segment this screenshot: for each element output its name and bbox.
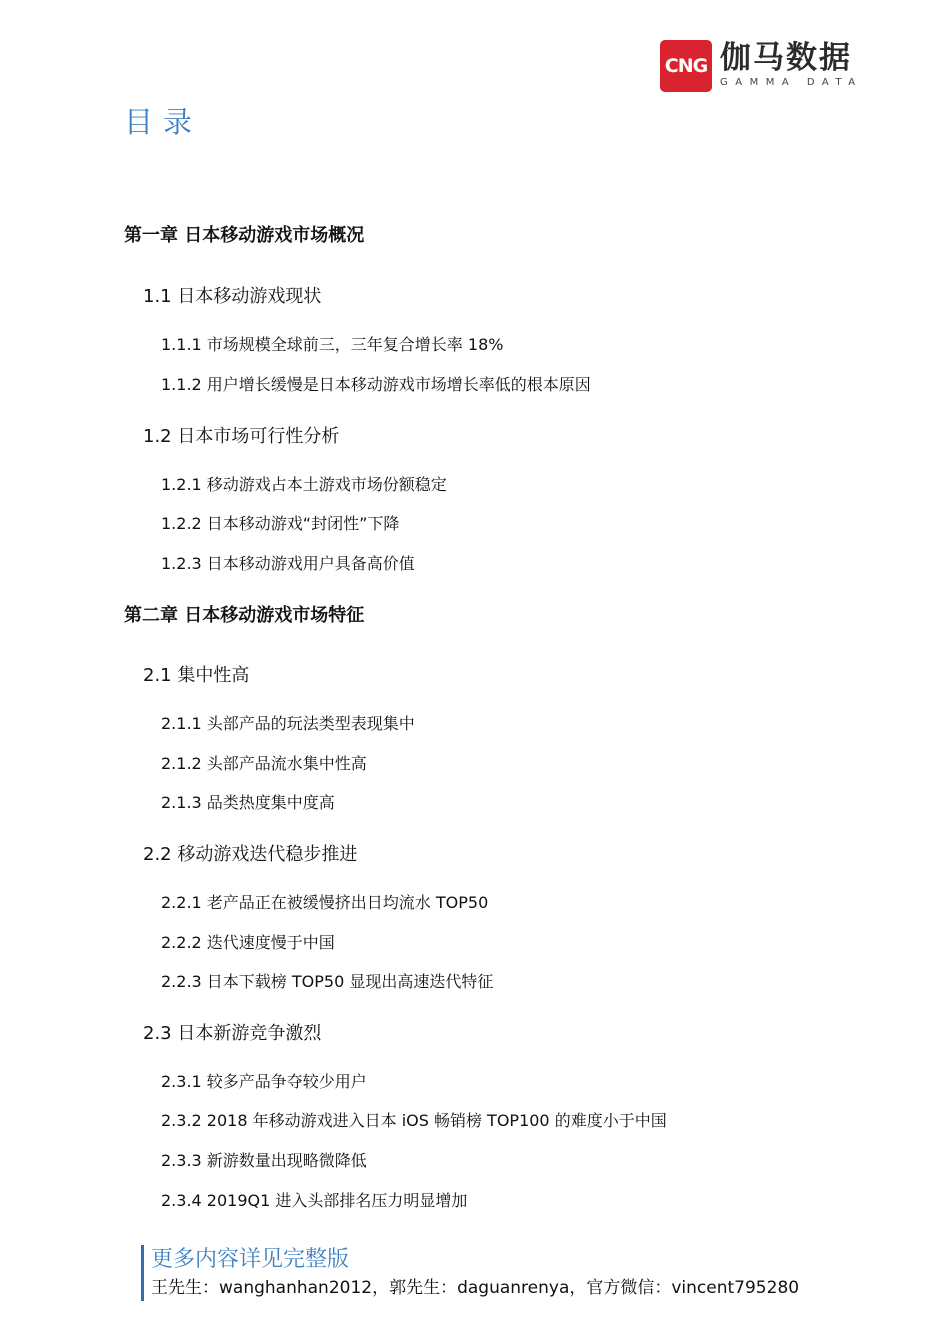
toc-section[interactable]: 2.2 移动游戏迭代稳步推进 <box>143 844 358 865</box>
toc-subsection[interactable]: 2.3.1 较多产品争夺较少用户 <box>161 1072 367 1091</box>
toc-subsection[interactable]: 1.1.1 市场规模全球前三，三年复合增长率 18% <box>161 335 504 354</box>
footer-contact-block <box>141 1245 799 1301</box>
toc-subsection[interactable]: 2.1.2 头部产品流水集中性高 <box>161 754 367 773</box>
toc-subsection[interactable]: 2.3.2 2018 年移动游戏进入日本 iOS 畅销榜 TOP100 的难度小于中国 <box>161 1111 667 1130</box>
company-logo <box>660 40 863 94</box>
logo-name-en: GAMMA DATA <box>720 77 863 88</box>
toc-subsection[interactable]: 2.1.1 头部产品的玩法类型表现集中 <box>161 714 415 733</box>
footer-title: 更多内容详见完整版 <box>151 1247 350 1272</box>
toc-section[interactable]: 2.3 日本新游竞争激烈 <box>143 1023 322 1044</box>
logo-badge: CNG <box>660 40 712 92</box>
toc-section[interactable]: 1.2 日本市场可行性分析 <box>143 426 340 447</box>
toc-subsection[interactable]: 1.2.1 移动游戏占本土游戏市场份额稳定 <box>161 475 447 494</box>
logo-name-cn: 伽马数据 <box>720 40 852 76</box>
toc-section[interactable]: 1.1 日本移动游戏现状 <box>143 286 322 307</box>
toc-chapter[interactable]: 第一章 日本移动游戏市场概况 <box>124 225 365 246</box>
toc-subsection[interactable]: 2.3.4 2019Q1 进入头部排名压力明显增加 <box>161 1191 468 1210</box>
logo-wordmark <box>720 40 863 90</box>
footer-contact-info: 王先生：wanghanhan2012，郭先生：daguanrenya，官方微信：vincent795280 <box>151 1278 800 1298</box>
toc-chapter[interactable]: 第二章 日本移动游戏市场特征 <box>124 605 365 626</box>
toc-subsection[interactable]: 2.1.3 品类热度集中度高 <box>161 793 335 812</box>
toc-subsection[interactable]: 1.1.2 用户增长缓慢是日本移动游戏市场增长率低的根本原因 <box>161 375 591 394</box>
toc-subsection[interactable]: 1.2.3 日本移动游戏用户具备高价值 <box>161 554 415 573</box>
toc-section[interactable]: 2.1 集中性高 <box>143 665 250 686</box>
toc-subsection[interactable]: 2.2.1 老产品正在被缓慢挤出日均流水 TOP50 <box>161 893 489 912</box>
toc-subsection[interactable]: 2.2.3 日本下载榜 TOP50 显现出高速迭代特征 <box>161 972 494 991</box>
toc-subsection[interactable]: 2.3.3 新游数量出现略微降低 <box>161 1151 367 1170</box>
page-title: 目录 <box>124 105 203 139</box>
toc-subsection[interactable]: 2.2.2 迭代速度慢于中国 <box>161 933 335 952</box>
toc-subsection[interactable]: 1.2.2 日本移动游戏“封闭性”下降 <box>161 514 400 533</box>
